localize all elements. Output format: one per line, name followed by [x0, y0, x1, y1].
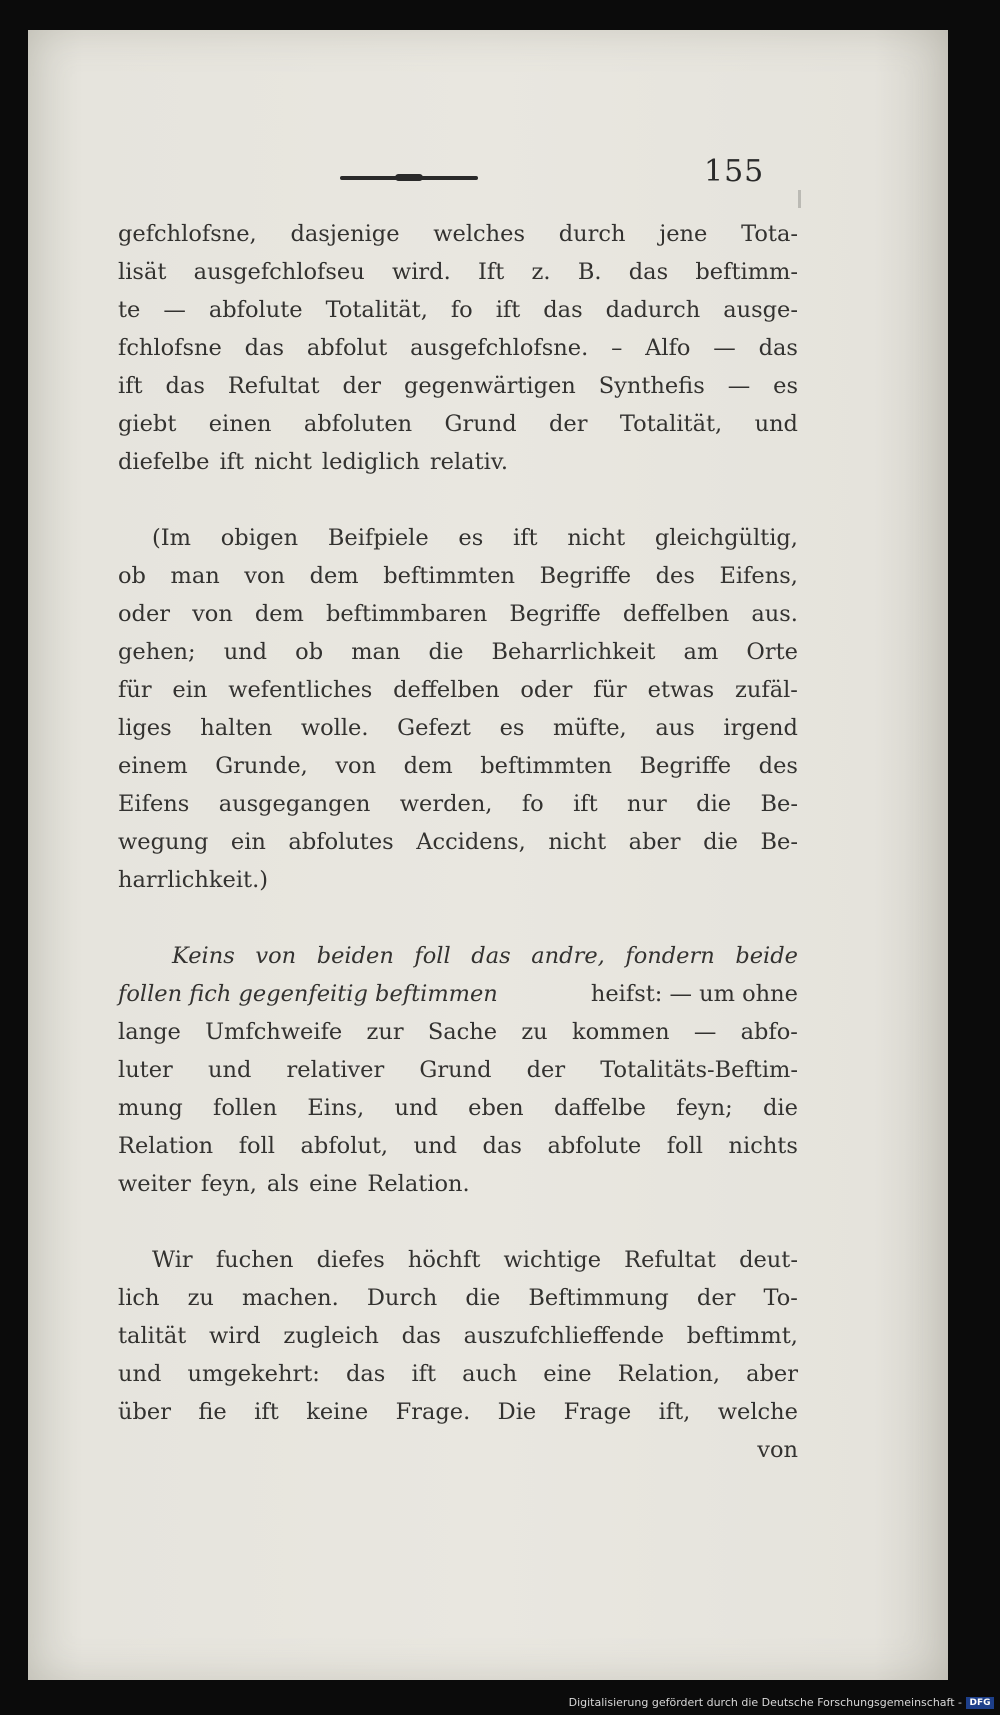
word: zu	[187, 1285, 214, 1311]
word: es	[773, 373, 798, 399]
catchword-text: von	[757, 1437, 798, 1463]
word: beiden	[316, 943, 394, 969]
word: Beharrlichkeit	[491, 639, 656, 665]
word: fuchen	[215, 1247, 294, 1273]
word: dem	[254, 601, 304, 627]
text-line	[118, 405, 798, 443]
word: Umfchweife	[205, 1019, 343, 1045]
page-body-text	[118, 215, 798, 1469]
word: für	[593, 677, 627, 703]
text-line	[118, 557, 798, 595]
text-line	[118, 785, 798, 823]
word: ein	[172, 677, 208, 703]
text-line	[118, 1051, 798, 1089]
word: harrlichkeit.)	[118, 867, 269, 893]
word: durch	[558, 221, 626, 247]
word: abfo-	[740, 1019, 798, 1045]
word: machen.	[242, 1285, 339, 1311]
word: To-	[763, 1285, 798, 1311]
word: Begriffe	[539, 563, 632, 589]
text-line	[118, 329, 798, 367]
word: weiter	[118, 1171, 191, 1197]
word: die	[763, 1095, 798, 1121]
word: der	[696, 1285, 736, 1311]
word: dadurch	[605, 297, 701, 323]
credit-text: Digitalisierung gefördert durch die Deutsche Forschungsgemeinschaft -	[568, 1696, 962, 1709]
word: talität	[118, 1323, 187, 1349]
word: Relation,	[617, 1361, 720, 1387]
word: Frage.	[395, 1399, 471, 1425]
word: fie	[198, 1399, 227, 1425]
word: abfolut,	[300, 1133, 389, 1159]
word: giebt	[118, 411, 177, 437]
word: ausge-	[723, 297, 798, 323]
word: Orte	[746, 639, 798, 665]
word: Accidens,	[416, 829, 526, 855]
word: eben	[468, 1095, 524, 1121]
word: –	[611, 335, 623, 361]
word: und	[118, 1361, 162, 1387]
digitization-credit	[569, 1696, 994, 1709]
text-line	[118, 519, 798, 557]
word: fchlofsne	[118, 335, 222, 361]
word: foll	[666, 1133, 703, 1159]
line-continuation: heifst: — um ohne	[590, 981, 798, 1007]
word: ift	[254, 1399, 279, 1425]
word: Grund	[419, 1057, 492, 1083]
word: umgekehrt:	[187, 1361, 320, 1387]
word: feyn;	[676, 1095, 733, 1121]
word: Be-	[760, 829, 798, 855]
word: Ift	[478, 259, 505, 285]
word: relativer	[286, 1057, 385, 1083]
word: Begriffe	[509, 601, 601, 627]
word: beftimmten	[383, 563, 516, 589]
paragraph-gap	[118, 481, 798, 519]
word: dasjenige	[290, 221, 400, 247]
text-line	[118, 823, 798, 861]
word: Relation.	[367, 1171, 470, 1197]
word: ob	[295, 639, 324, 665]
word: daffelbe	[553, 1095, 646, 1121]
text-line	[118, 443, 798, 481]
word: wolle.	[300, 715, 369, 741]
word: der	[526, 1057, 566, 1083]
word: als	[266, 1171, 300, 1197]
text-line	[118, 1013, 798, 1051]
italic-lead-end: follen fich gegenfeitig beftimmen	[118, 981, 498, 1007]
word: Totalität,	[619, 411, 723, 437]
word: das	[758, 335, 798, 361]
word: abfolute	[547, 1133, 642, 1159]
word: die	[428, 639, 464, 665]
word: ift	[219, 449, 245, 475]
text-line	[118, 291, 798, 329]
word: höchft	[407, 1247, 481, 1273]
word: Gefezt	[397, 715, 471, 741]
word: für	[118, 677, 152, 703]
word: abfolut	[306, 335, 388, 361]
word: Tota-	[741, 221, 798, 247]
paragraph-1	[118, 215, 798, 481]
word: und	[754, 411, 798, 437]
word: das	[482, 1133, 522, 1159]
word: auch	[462, 1361, 518, 1387]
word: das	[401, 1323, 441, 1349]
word: und	[413, 1133, 457, 1159]
word: Be-	[760, 791, 798, 817]
word: Totalitäts-Beftim-	[600, 1057, 798, 1083]
word: zu	[521, 1019, 548, 1045]
word: Grunde,	[215, 753, 308, 779]
text-line	[118, 367, 798, 405]
word: Beifpiele	[327, 525, 429, 551]
word: von	[244, 563, 286, 589]
word: wichtige	[503, 1247, 602, 1273]
word: z.	[531, 259, 551, 285]
word: ausgefchlofseu	[193, 259, 365, 285]
word: Refultat	[624, 1247, 716, 1273]
word: kommen	[571, 1019, 670, 1045]
word: irgend	[723, 715, 798, 741]
word: oder	[118, 601, 171, 627]
word: beftimmten	[480, 753, 613, 779]
text-line	[118, 1355, 798, 1393]
word: beftimmt,	[686, 1323, 798, 1349]
word: dem	[403, 753, 453, 779]
word: B.	[577, 259, 602, 285]
word: es	[499, 715, 525, 741]
word: Totalität,	[325, 297, 428, 323]
word: andre,	[531, 943, 605, 969]
word: ift	[513, 525, 538, 551]
page-header	[28, 148, 948, 188]
word: die	[465, 1285, 501, 1311]
paragraph-4	[118, 1241, 798, 1469]
page-edge-mark	[798, 190, 801, 208]
word: Eifens	[118, 791, 190, 817]
word: müfte,	[553, 715, 627, 741]
word: man	[170, 563, 220, 589]
word: aber	[628, 829, 681, 855]
word: ift	[495, 297, 521, 323]
text-line	[118, 1127, 798, 1165]
text-line	[118, 595, 798, 633]
word: das	[628, 259, 669, 285]
word: feyn,	[200, 1171, 257, 1197]
word: nicht	[567, 525, 626, 551]
word: das	[543, 297, 583, 323]
word: beftimmbaren	[325, 601, 488, 627]
word: und	[394, 1095, 438, 1121]
word: auszufchlieffende	[463, 1323, 665, 1349]
word: und	[207, 1057, 252, 1083]
word: gefchlofsne,	[118, 221, 257, 247]
word: Eifens,	[719, 563, 798, 589]
word: —	[693, 1019, 717, 1045]
word: gleichgültig,	[654, 525, 798, 551]
word: lediglich	[321, 449, 420, 475]
word: deut-	[739, 1247, 798, 1273]
word: lange	[118, 1019, 181, 1045]
word: wird.	[391, 259, 451, 285]
word: das	[345, 1361, 386, 1387]
word: zur	[366, 1019, 404, 1045]
word: das	[244, 335, 285, 361]
word: fondern	[625, 943, 715, 969]
word: beftimm-	[695, 259, 798, 285]
word: ift,	[658, 1399, 691, 1425]
word: das	[471, 943, 511, 969]
word: Eins,	[307, 1095, 365, 1121]
word: beide	[735, 943, 798, 969]
word: Alfo	[645, 335, 691, 361]
word: Wir	[152, 1247, 193, 1273]
word: aus	[655, 715, 695, 741]
word: werden,	[399, 791, 493, 817]
word: oder	[520, 677, 573, 703]
word: relativ.	[429, 449, 509, 475]
word: te	[118, 297, 141, 323]
paragraph-gap	[118, 1203, 798, 1241]
word: Keins	[172, 943, 235, 969]
word: Frage	[563, 1399, 632, 1425]
word: aber	[746, 1361, 798, 1387]
text-line	[118, 1317, 798, 1355]
word: Die	[497, 1399, 537, 1425]
word: obigen	[220, 525, 299, 551]
word: eine	[543, 1361, 592, 1387]
word: Synthefis	[598, 373, 705, 399]
word: gehen;	[118, 639, 196, 665]
catchword	[118, 1431, 798, 1469]
italic-text-line	[118, 937, 798, 975]
word: ift	[573, 791, 598, 817]
text-line	[118, 747, 798, 785]
word: Relation	[118, 1133, 214, 1159]
word: es	[458, 525, 484, 551]
word: von	[192, 601, 233, 627]
word: von	[255, 943, 297, 969]
word: lich	[118, 1285, 160, 1311]
text-line	[118, 671, 798, 709]
word: welche	[717, 1399, 798, 1425]
text-line	[118, 1393, 798, 1431]
word: mung	[118, 1095, 183, 1121]
paragraph-3	[118, 937, 798, 1203]
text-line	[118, 633, 798, 671]
word: Durch	[366, 1285, 438, 1311]
text-line	[118, 709, 798, 747]
word: der	[342, 373, 382, 399]
word: ein	[230, 829, 266, 855]
word: ift	[411, 1361, 437, 1387]
word: dem	[309, 563, 359, 589]
word: zugleich	[283, 1323, 379, 1349]
word: man	[351, 639, 401, 665]
text-line	[118, 975, 798, 1013]
word: liges	[118, 715, 172, 741]
word: ob	[118, 563, 146, 589]
word: —	[713, 335, 736, 361]
book-page	[28, 30, 948, 1680]
word: lisät	[118, 259, 167, 285]
word: keine	[306, 1399, 369, 1425]
word: die	[696, 791, 732, 817]
word: jene	[659, 221, 708, 247]
header-ornament-rule	[340, 176, 478, 180]
word: fo	[521, 791, 544, 817]
word: Grund	[444, 411, 517, 437]
word: wefentliches	[228, 677, 373, 703]
word: nicht	[548, 829, 607, 855]
word: einen	[208, 411, 272, 437]
word: follen	[213, 1095, 278, 1121]
word: nicht	[254, 449, 312, 475]
word: des	[655, 563, 695, 589]
text-line	[118, 861, 798, 899]
word: luter	[118, 1057, 173, 1083]
word: diefelbe	[118, 449, 210, 475]
word: die	[703, 829, 738, 855]
word: welches	[433, 221, 526, 247]
paragraph-2	[118, 519, 798, 899]
word: diefes	[316, 1247, 385, 1273]
word: foll	[238, 1133, 275, 1159]
word: abfolute	[208, 297, 303, 323]
word: nur	[627, 791, 667, 817]
text-line	[118, 1089, 798, 1127]
paragraph-gap	[118, 899, 798, 937]
word: am	[683, 639, 719, 665]
word: über	[118, 1399, 171, 1425]
word: —	[163, 297, 186, 323]
word: foll	[414, 943, 451, 969]
word: Sache	[427, 1019, 498, 1045]
word: gegenwärtigen	[403, 373, 576, 399]
word: einem	[118, 753, 188, 779]
dfg-logo: DFG	[966, 1697, 994, 1709]
text-line	[118, 215, 798, 253]
word: ift	[118, 373, 143, 399]
word: nichts	[728, 1133, 798, 1159]
word: etwas	[647, 677, 715, 703]
word: deffelben	[393, 677, 500, 703]
word: Beftimmung	[528, 1285, 669, 1311]
text-line	[118, 1165, 798, 1203]
word: —	[727, 373, 751, 399]
word: halten	[200, 715, 273, 741]
word: ausgefchlofsne.	[410, 335, 589, 361]
word: und	[223, 639, 268, 665]
text-line	[118, 253, 798, 291]
word: Begriffe	[639, 753, 732, 779]
word: fo	[450, 297, 473, 323]
page-number: 155	[704, 154, 765, 189]
word: zufäl-	[735, 677, 798, 703]
word: ausgegangen	[218, 791, 371, 817]
word: von	[335, 753, 377, 779]
word: der	[549, 411, 588, 437]
word: eine	[309, 1171, 358, 1197]
text-line	[118, 1279, 798, 1317]
text-line	[118, 1241, 798, 1279]
word: wegung	[118, 829, 209, 855]
word: das	[165, 373, 205, 399]
word: abfoluten	[303, 411, 413, 437]
word: aus.	[751, 601, 798, 627]
word: des	[758, 753, 798, 779]
word: abfolutes	[288, 829, 394, 855]
word: Refultat	[227, 373, 320, 399]
word: deffelben	[622, 601, 730, 627]
word: (Im	[152, 525, 192, 551]
word: wird	[209, 1323, 261, 1349]
